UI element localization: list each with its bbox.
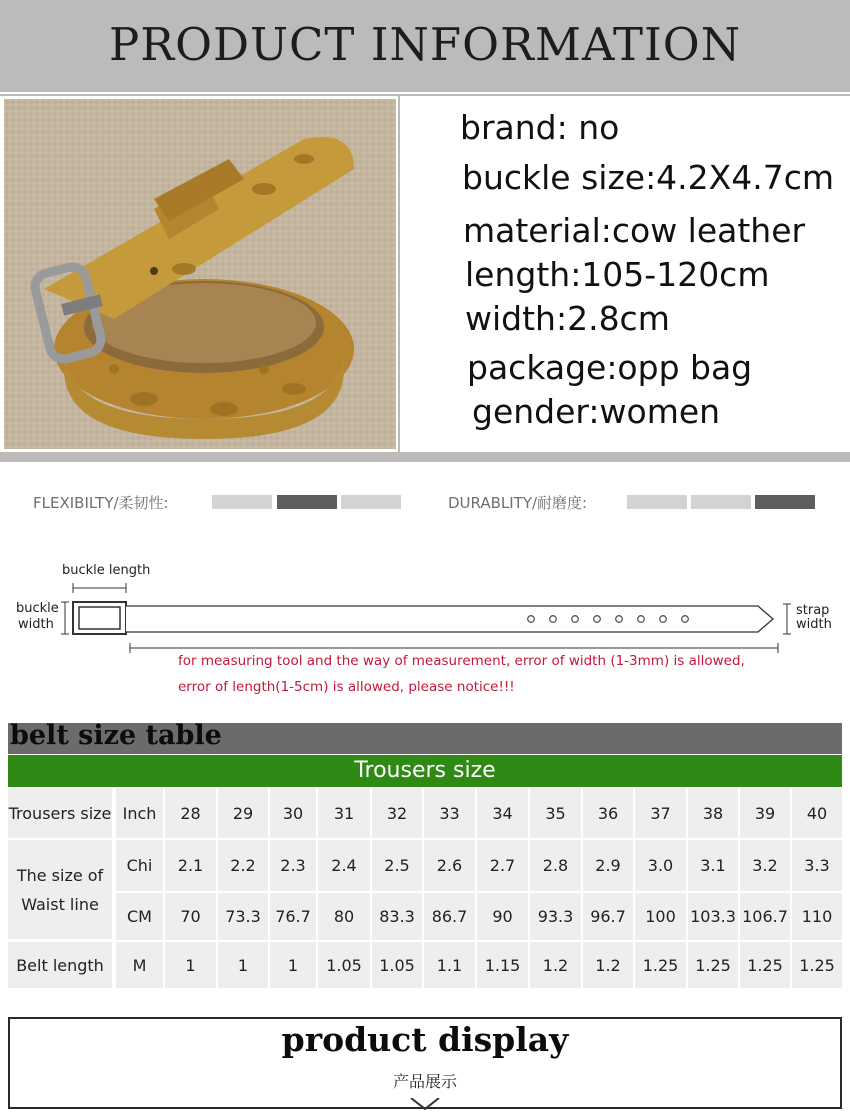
unit-cell: CM [116,893,163,940]
table-cell: 1.25 [688,942,738,988]
table-cell: 76.7 [270,893,316,940]
spec-package: package:opp bag [467,348,753,387]
row-label-trousers-size: Trousers size [8,788,112,838]
table-cell: 1.15 [477,942,528,988]
buckle-width-label-1: buckle [16,601,59,616]
table-cell: 3.3 [792,840,842,891]
table-cell: 93.3 [530,893,581,940]
table-cell: 36 [583,788,633,838]
table-cell: 37 [635,788,686,838]
table-cell: 1 [218,942,268,988]
waist-label-line-2: Waist line [21,894,99,914]
measurement-note-1: for measuring tool and the way of measurement, error of width (1-3mm) is allowed, [178,653,745,669]
product-display-title: product display [281,1020,569,1059]
table-cell: 2.9 [583,840,633,891]
table-cell: 103.3 [688,893,738,940]
spec-length: length:105-120cm [465,255,770,294]
table-cell: 1.2 [583,942,633,988]
strap-width-label-2: width [796,617,832,632]
unit-cell: M [116,942,163,988]
table-cell: 106.7 [740,893,790,940]
page-title: PRODUCT INFORMATION [108,18,742,71]
table-cell: 38 [688,788,738,838]
table-cell: 1 [270,942,316,988]
table-cell: 32 [372,788,422,838]
spec-buckle-size: buckle size:4.2X4.7cm [462,158,835,197]
divider [0,452,850,462]
table-cell: 96.7 [583,893,633,940]
table-cell: 73.3 [218,893,268,940]
row-label-waist-line [8,840,112,939]
table-cell: 86.7 [424,893,475,940]
spec-gender: gender:women [472,392,721,431]
spec-material: material:cow leather [463,211,806,250]
table-cell: 3.2 [740,840,790,891]
measurement-note-2: error of length(1-5cm) is allowed, please notice!!! [178,679,515,695]
table-cell: 1 [165,942,216,988]
table-cell: 2.1 [165,840,216,891]
flexibility-bar-3 [341,495,401,509]
buckle-width-label-2: width [18,617,54,632]
table-cell: 35 [530,788,581,838]
durability-bar-3 [755,495,815,509]
flexibility-label: FLEXIBILTY/柔韧性: [33,494,169,512]
table-cell: 40 [792,788,842,838]
spec-brand: brand: no [460,108,620,147]
belt-diagram [0,575,850,655]
table-cell: 2.8 [530,840,581,891]
size-table-title: belt size table [10,720,222,751]
table-cell: 33 [424,788,475,838]
durability-bar-2 [691,495,751,509]
table-cell: 1.05 [318,942,370,988]
table-cell: 28 [165,788,216,838]
unit-cell: Chi [116,840,163,891]
table-cell: 39 [740,788,790,838]
unit-cell: Inch [116,788,163,838]
table-cell: 1.25 [792,942,842,988]
flexibility-bar-1 [212,495,272,509]
table-cell: 1.05 [372,942,422,988]
product-photo [4,99,396,449]
table-cell: 110 [792,893,842,940]
trousers-size-band-label: Trousers size [354,758,496,783]
table-cell: 1.25 [635,942,686,988]
table-cell: 31 [318,788,370,838]
table-cell: 70 [165,893,216,940]
table-cell: 80 [318,893,370,940]
flexibility-bar-2 [277,495,337,509]
table-cell: 1.1 [424,942,475,988]
table-cell: 100 [635,893,686,940]
durability-label: DURABLITY/耐磨度: [448,494,588,512]
chevron-down-icon [405,1098,445,1110]
table-cell: 2.7 [477,840,528,891]
table-cell: 3.1 [688,840,738,891]
table-cell: 3.0 [635,840,686,891]
table-cell: 83.3 [372,893,422,940]
row-label-belt-length: Belt length [8,942,112,988]
divider [398,95,400,455]
belt-image [4,99,396,449]
table-cell: 2.4 [318,840,370,891]
divider [0,94,850,96]
table-cell: 2.6 [424,840,475,891]
table-cell: 30 [270,788,316,838]
table-cell: 2.2 [218,840,268,891]
table-cell: 2.5 [372,840,422,891]
table-cell: 90 [477,893,528,940]
product-display-subtitle: 产品展示 [392,1072,457,1091]
durability-bar-1 [627,495,687,509]
spec-width: width:2.8cm [465,299,670,338]
table-cell: 1.25 [740,942,790,988]
table-cell: 1.2 [530,942,581,988]
buckle-length-label: buckle length [62,563,151,578]
strap-width-label-1: strap [796,603,830,618]
waist-label-line-1: The size of [16,865,104,885]
table-cell: 34 [477,788,528,838]
table-cell: 2.3 [270,840,316,891]
table-cell: 29 [218,788,268,838]
